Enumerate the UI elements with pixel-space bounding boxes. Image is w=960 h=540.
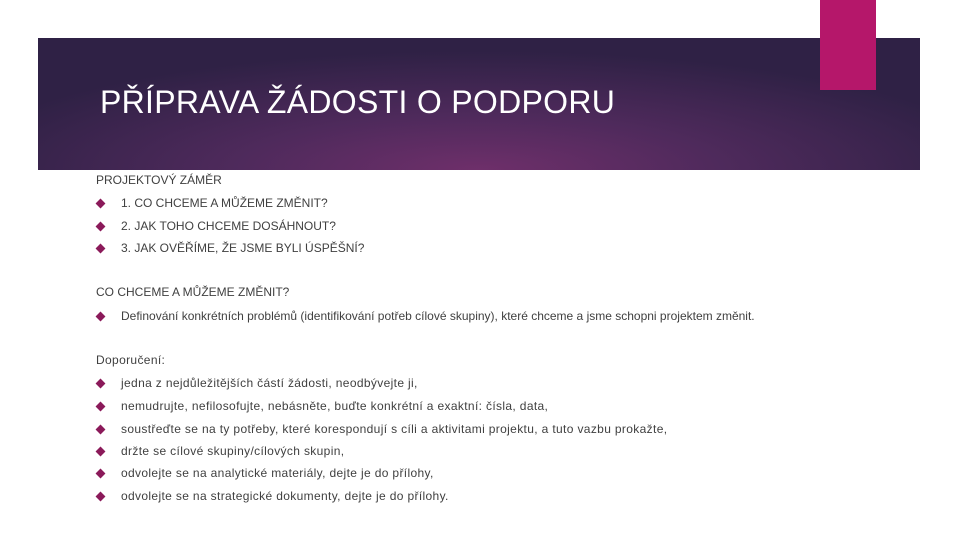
diamond-bullet-icon [96, 243, 106, 253]
list-item [97, 489, 449, 503]
list-item [97, 422, 667, 436]
list-item [97, 309, 755, 323]
list-item [97, 241, 364, 255]
list-item [97, 444, 344, 458]
diamond-bullet-icon [96, 401, 106, 411]
list-item [97, 466, 434, 480]
diamond-bullet-icon [96, 468, 106, 478]
diamond-bullet-icon [96, 311, 106, 321]
diamond-bullet-icon [96, 221, 106, 231]
diamond-bullet-icon [96, 378, 106, 388]
list-item [97, 376, 418, 390]
list-item-label: 2. JAK TOHO CHCEME DOSÁHNOUT? [121, 219, 336, 233]
diamond-bullet-icon [96, 198, 106, 208]
list-item-label: Definování konkrétních problémů (identifikování potřeb cílové skupiny), které chceme a jsme schopni projektem změnit. [121, 309, 755, 323]
list-item [97, 196, 328, 210]
section-heading-co-chceme: CO CHCEME A MŮŽEME ZMĚNIT? [96, 285, 290, 299]
diamond-bullet-icon [96, 424, 106, 434]
slide-title: PŘÍPRAVA ŽÁDOSTI O PODPORU [100, 84, 616, 120]
section-heading-projektovy-zamer: PROJEKTOVÝ ZÁMĚR [96, 173, 222, 187]
list-item-label: 3. JAK OVĚŘÍME, ŽE JSME BYLI ÚSPĚŠNÍ? [121, 241, 365, 255]
list-item [97, 399, 548, 413]
list-item-label: držte se cílové skupiny/cílových skupin, [121, 444, 345, 458]
list-item-label: jedna z nejdůležitějších částí žádosti, neodbývejte ji, [121, 376, 418, 390]
section-heading-doporuceni: Doporučení: [96, 353, 166, 367]
list-item-label: 1. CO CHCEME A MŮŽEME ZMĚNIT? [121, 196, 328, 210]
diamond-bullet-icon [96, 446, 106, 456]
list-item-label: soustřeďte se na ty potřeby, které korespondují s cíli a aktivitami projektu, a tuto vazbu prokažte, [121, 422, 668, 436]
list-item-label: odvolejte se na strategické dokumenty, dejte je do přílohy. [121, 489, 449, 503]
list-item-label: odvolejte se na analytické materiály, dejte je do přílohy, [121, 466, 434, 480]
list-item-label: nemudrujte, nefilosofujte, nebásněte, buďte konkrétní a exaktní: čísla, data, [121, 399, 549, 413]
accent-bar [820, 0, 876, 90]
list-item [97, 219, 336, 233]
diamond-bullet-icon [96, 491, 106, 501]
